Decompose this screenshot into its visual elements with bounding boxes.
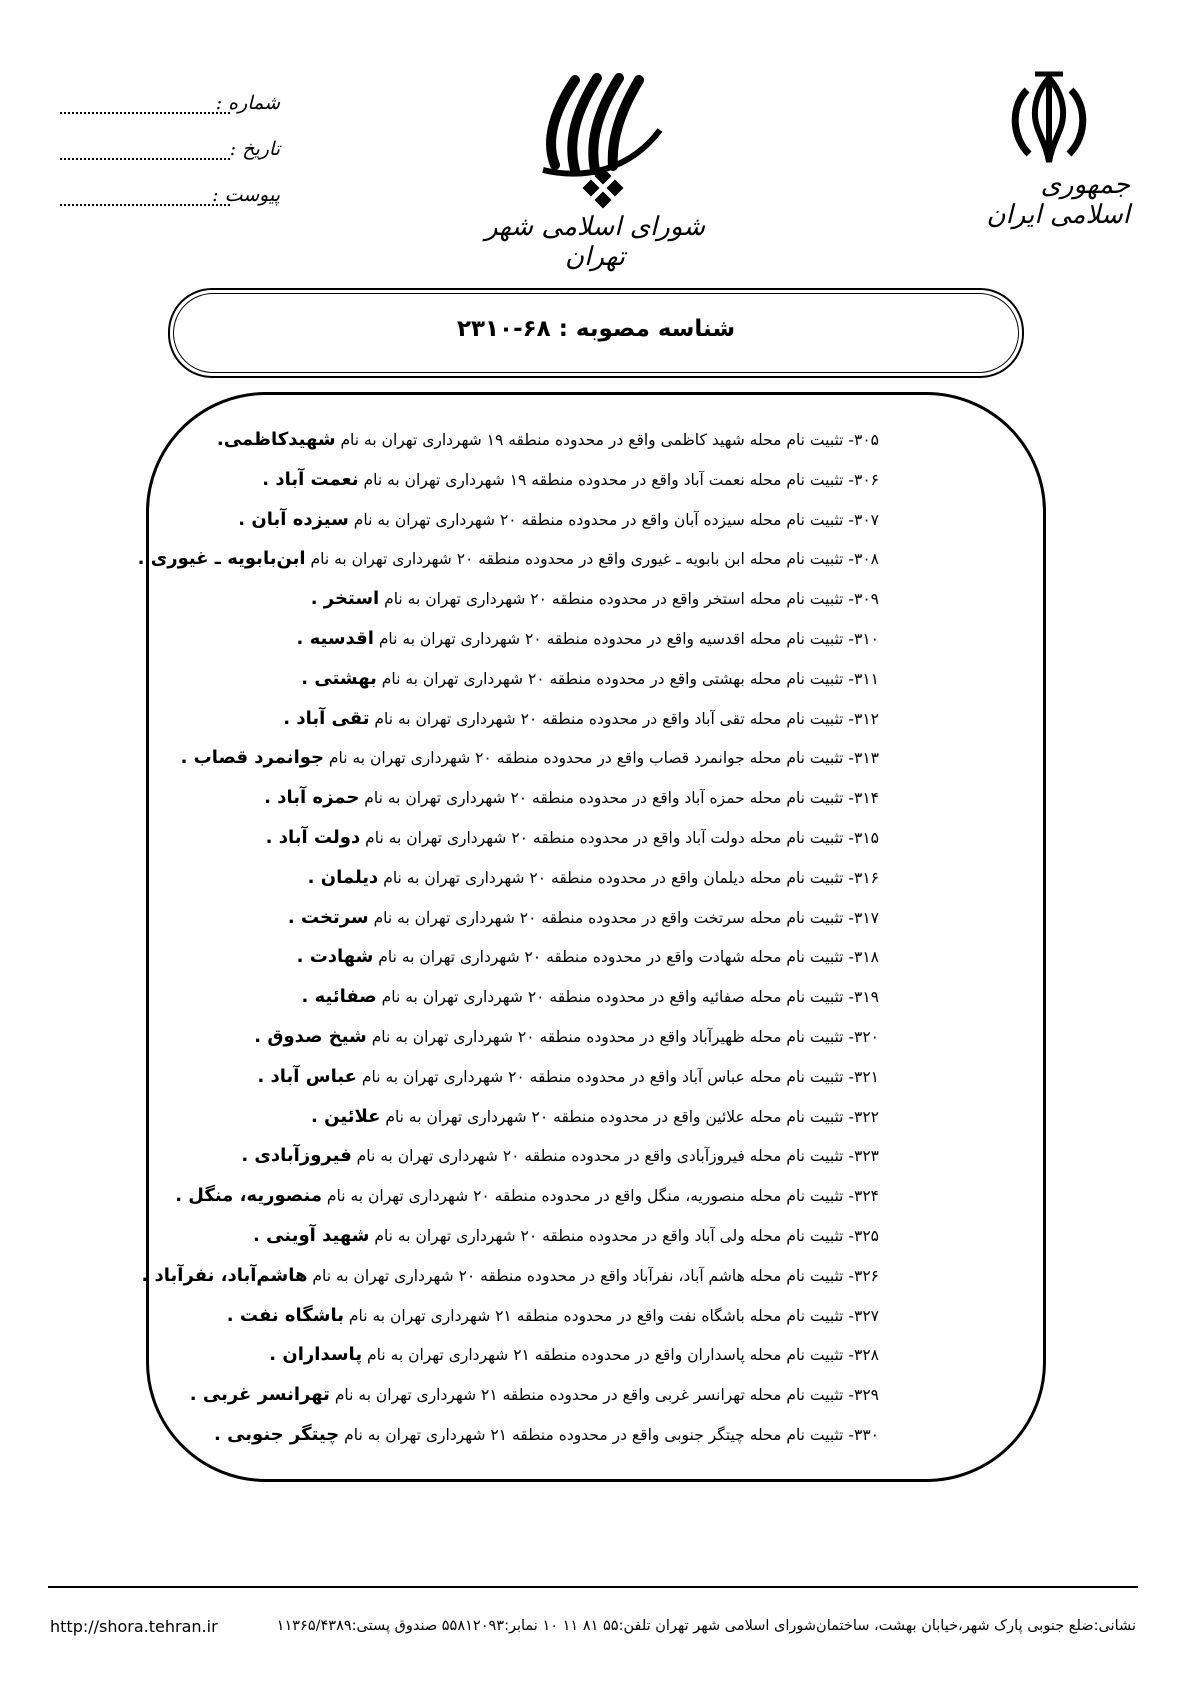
list-item — [149, 1136, 1043, 1176]
item-end: . — [253, 1224, 267, 1246]
resolution-id: شناسه مصوبه : ۶۸-۲۳۱۰ — [456, 316, 736, 342]
item-neighborhood-name: شهادت — [309, 946, 374, 968]
footer-url: http://shora.tehran.ir — [50, 1617, 218, 1636]
item-neighborhood-name: حمزه آباد — [277, 787, 360, 809]
attachment-dotted-line — [60, 192, 230, 206]
item-end: . — [241, 1145, 255, 1167]
item-neighborhood-name: هاشم‌آباد، نفرآباد — [154, 1264, 308, 1286]
item-text: ۳۱۳- تثبیت نام محله جوانمرد قصاب واقع در محدوده منطقه ۲۰ شهرداری تهران به نام — [324, 749, 879, 768]
item-text: ۳۰۶- تثبیت نام محله نعمت آباد واقع در محدوده منطقه ۱۹ شهرداری تهران به نام — [358, 470, 879, 489]
list-item — [149, 1176, 1043, 1216]
item-neighborhood-name: ابن‌بابویه ـ غیوری — [150, 548, 306, 570]
number-field — [60, 92, 280, 122]
date-label: تاریخ : — [229, 138, 280, 160]
item-end: . — [226, 1304, 240, 1326]
item-text: ۳۲۸- تثبیت نام محله پاسداران واقع در محدوده منطقه ۲۱ شهرداری تهران به نام — [362, 1346, 879, 1365]
item-end: . — [307, 866, 321, 888]
item-text: ۳۲۱- تثبیت نام محله عباس آباد واقع در محدوده منطقه ۲۰ شهرداری تهران به نام — [356, 1067, 879, 1086]
list-item — [149, 619, 1043, 659]
item-neighborhood-name: منصوریه، منگل — [188, 1185, 322, 1207]
list-item — [149, 699, 1043, 739]
item-end: . — [180, 747, 194, 769]
list-item — [149, 1296, 1043, 1336]
item-end: . — [301, 986, 315, 1008]
item-text: ۳۱۹- تثبیت نام محله صفائیه واقع در محدوده منطقه ۲۰ شهرداری تهران به نام — [376, 988, 879, 1007]
item-neighborhood-name: استخر — [323, 588, 380, 610]
list-item — [149, 778, 1043, 818]
tehran-council-logo-icon — [535, 70, 670, 210]
list-item — [149, 1216, 1043, 1256]
item-neighborhood-name: سرتخت — [300, 906, 369, 928]
item-neighborhood-name: اقدسیه — [309, 627, 374, 649]
item-end: . — [175, 1185, 189, 1207]
item-neighborhood-name: عباس آباد — [270, 1065, 357, 1087]
item-text: ۳۲۴- تثبیت نام محله منصوریه، منگل واقع در محدوده منطقه ۲۰ شهرداری تهران به نام — [321, 1187, 879, 1206]
list-item — [149, 898, 1043, 938]
list-item — [149, 1375, 1043, 1415]
list-item — [149, 858, 1043, 898]
attachment-label: پیوست : — [212, 184, 280, 206]
list-item — [149, 738, 1043, 778]
list-item — [149, 420, 1043, 460]
item-end: . — [301, 667, 315, 689]
council-name: شورای اسلامی شهر تهران — [484, 212, 706, 272]
item-end: . — [296, 946, 310, 968]
item-text: ۳۱۵- تثبیت نام محله دولت آباد واقع در محدوده منطقه ۲۰ شهرداری تهران به نام — [360, 828, 879, 847]
item-end: . — [213, 1423, 228, 1445]
item-end: . — [296, 627, 310, 649]
item-end: . — [265, 826, 279, 848]
item-end: . — [269, 1344, 283, 1366]
item-neighborhood-name: شهیدکاظمی — [223, 429, 336, 450]
item-end: . — [254, 1025, 268, 1047]
list-item — [149, 1415, 1043, 1455]
number-label: شماره : — [215, 92, 280, 114]
resolution-items-box — [137, 392, 1046, 1482]
item-end: . — [141, 1264, 155, 1286]
item-text: ۳۱۲- تثبیت نام محله تقی آباد واقع در محدوده منطقه ۲۰ شهرداری تهران به نام — [369, 709, 879, 728]
item-text: ۳۱۰- تثبیت نام محله اقدسیه واقع در محدوده منطقه ۲۰ شهرداری تهران به نام — [373, 629, 879, 648]
list-item — [149, 818, 1043, 858]
item-end: . — [287, 906, 301, 928]
item-neighborhood-name: دولت آباد — [278, 826, 361, 848]
item-neighborhood-name: پاسداران — [282, 1344, 363, 1366]
item-end: . — [310, 588, 324, 610]
resolution-items-list — [137, 420, 1043, 1455]
list-item — [149, 500, 1043, 540]
item-neighborhood-name: علائین — [324, 1105, 381, 1127]
item-neighborhood-name: تقی آباد — [296, 707, 370, 729]
date-dotted-line — [60, 146, 230, 160]
list-item — [149, 1057, 1043, 1097]
attachment-field — [60, 184, 280, 214]
item-neighborhood-name: شیخ صدوق — [267, 1025, 367, 1047]
list-item — [149, 937, 1043, 977]
item-neighborhood-name: شهید آوینی — [266, 1224, 370, 1246]
item-text: ۳۱۱- تثبیت نام محله بهشتی واقع در محدوده منطقه ۲۰ شهرداری تهران به نام — [376, 669, 879, 688]
item-neighborhood-name: دیلمان — [320, 866, 379, 888]
item-text: ۳۱۶- تثبیت نام محله دیلمان واقع در محدوده منطقه ۲۰ شهرداری تهران به نام — [378, 868, 879, 887]
list-item — [149, 460, 1043, 500]
item-text: ۳۲۰- تثبیت نام محله ظهیرآباد واقع در محدوده منطقه ۲۰ شهرداری تهران به نام — [366, 1027, 879, 1046]
emblem-caption: جمهوری اسلامی ایران — [986, 170, 1130, 230]
footer-divider — [48, 1586, 1138, 1588]
item-text: ۳۱۷- تثبیت نام محله سرتخت واقع در محدوده منطقه ۲۰ شهرداری تهران به نام — [368, 908, 879, 927]
item-text: ۳۲۲- تثبیت نام محله علائین واقع در محدوده منطقه ۲۰ شهرداری تهران به نام — [380, 1107, 879, 1126]
item-end: . — [264, 787, 278, 809]
item-end: . — [257, 1065, 271, 1087]
list-item — [149, 977, 1043, 1017]
list-item — [149, 1335, 1043, 1375]
item-neighborhood-name: نعمت آباد — [275, 468, 359, 490]
item-text: ۳۰۵- تثبیت نام محله شهید کاظمی واقع در محدوده منطقه ۱۹ شهرداری تهران به نام — [335, 431, 879, 449]
item-text: ۳۲۵- تثبیت نام محله ولی آباد واقع در محدوده منطقه ۲۰ شهرداری تهران به نام — [369, 1226, 879, 1245]
item-text: ۳۱۴- تثبیت نام محله حمزه آباد واقع در محدوده منطقه ۲۰ شهرداری تهران به نام — [359, 789, 879, 808]
list-item — [149, 1097, 1043, 1137]
item-text: ۳۲۶- تثبیت نام محله هاشم آباد، نفرآباد واقع در محدوده منطقه ۲۰ شهرداری تهران به نام — [307, 1266, 879, 1285]
item-neighborhood-name: تهرانسر غربی — [202, 1384, 330, 1406]
footer-address: نشانی:ضلع جنوبی پارک شهر،خیابان بهشت، ساختمان‌شورای اسلامی شهر تهران تلفن:۵۵ ۸۱ ۱۱ ۱۰ نمابر:۵۵۸۱۲۰۹۳ صندوق پستی:۱۱۳۶۵/۴۳۸۹ — [276, 1618, 1136, 1634]
item-text: ۳۰۹- تثبیت نام محله استخر واقع در محدوده منطقه ۲۰ شهرداری تهران به نام — [379, 590, 879, 609]
item-end: . — [216, 429, 224, 450]
item-end: . — [189, 1384, 203, 1406]
item-neighborhood-name: باشگاه نفت — [239, 1304, 344, 1326]
item-end: . — [311, 1105, 325, 1127]
item-end: . — [262, 468, 276, 490]
item-neighborhood-name: سیزده آبان — [251, 508, 349, 530]
item-end: . — [283, 707, 297, 729]
list-item — [149, 659, 1043, 699]
item-text: ۳۲۹- تثبیت نام محله تهرانسر غربی واقع در محدوده منطقه ۲۱ شهرداری تهران به نام — [329, 1386, 879, 1405]
item-text: ۳۱۸- تثبیت نام محله شهادت واقع در محدوده منطقه ۲۰ شهرداری تهران به نام — [373, 948, 879, 967]
title-box — [168, 288, 1024, 378]
item-text: ۳۳۰- تثبیت نام محله چیتگر جنوبی واقع در محدوده منطقه ۲۱ شهرداری تهران به نام — [339, 1425, 879, 1444]
item-neighborhood-name: صفائیه — [314, 986, 377, 1008]
item-text: ۳۲۷- تثبیت نام محله باشگاه نفت واقع در محدوده منطقه ۲۱ شهرداری تهران به نام — [344, 1306, 879, 1325]
item-neighborhood-name: فیروزآبادی — [254, 1145, 352, 1167]
list-item — [149, 1017, 1043, 1057]
item-neighborhood-name: جوانمرد قصاب — [193, 747, 324, 769]
list-item — [141, 1256, 1043, 1296]
iran-emblem-icon — [1005, 70, 1093, 170]
list-item — [149, 579, 1043, 619]
item-text: ۳۰۷- تثبیت نام محله سیزده آبان واقع در محدوده منطقه ۲۰ شهرداری تهران به نام — [348, 510, 879, 529]
item-end: . — [137, 548, 151, 570]
number-dotted-line — [60, 100, 230, 114]
list-item — [137, 539, 1043, 579]
item-neighborhood-name: بهشتی — [314, 667, 377, 689]
item-text: ۳۰۸- تثبیت نام محله ابن بابویه ـ غیوری واقع در محدوده منطقه ۲۰ شهرداری تهران به نام — [305, 550, 879, 569]
item-neighborhood-name: چیتگر جنوبی — [227, 1423, 340, 1445]
item-end: . — [238, 508, 252, 530]
item-text: ۳۲۳- تثبیت نام محله فیروزآبادی واقع در محدوده منطقه ۲۰ شهرداری تهران به نام — [351, 1147, 879, 1166]
date-field — [60, 138, 280, 168]
